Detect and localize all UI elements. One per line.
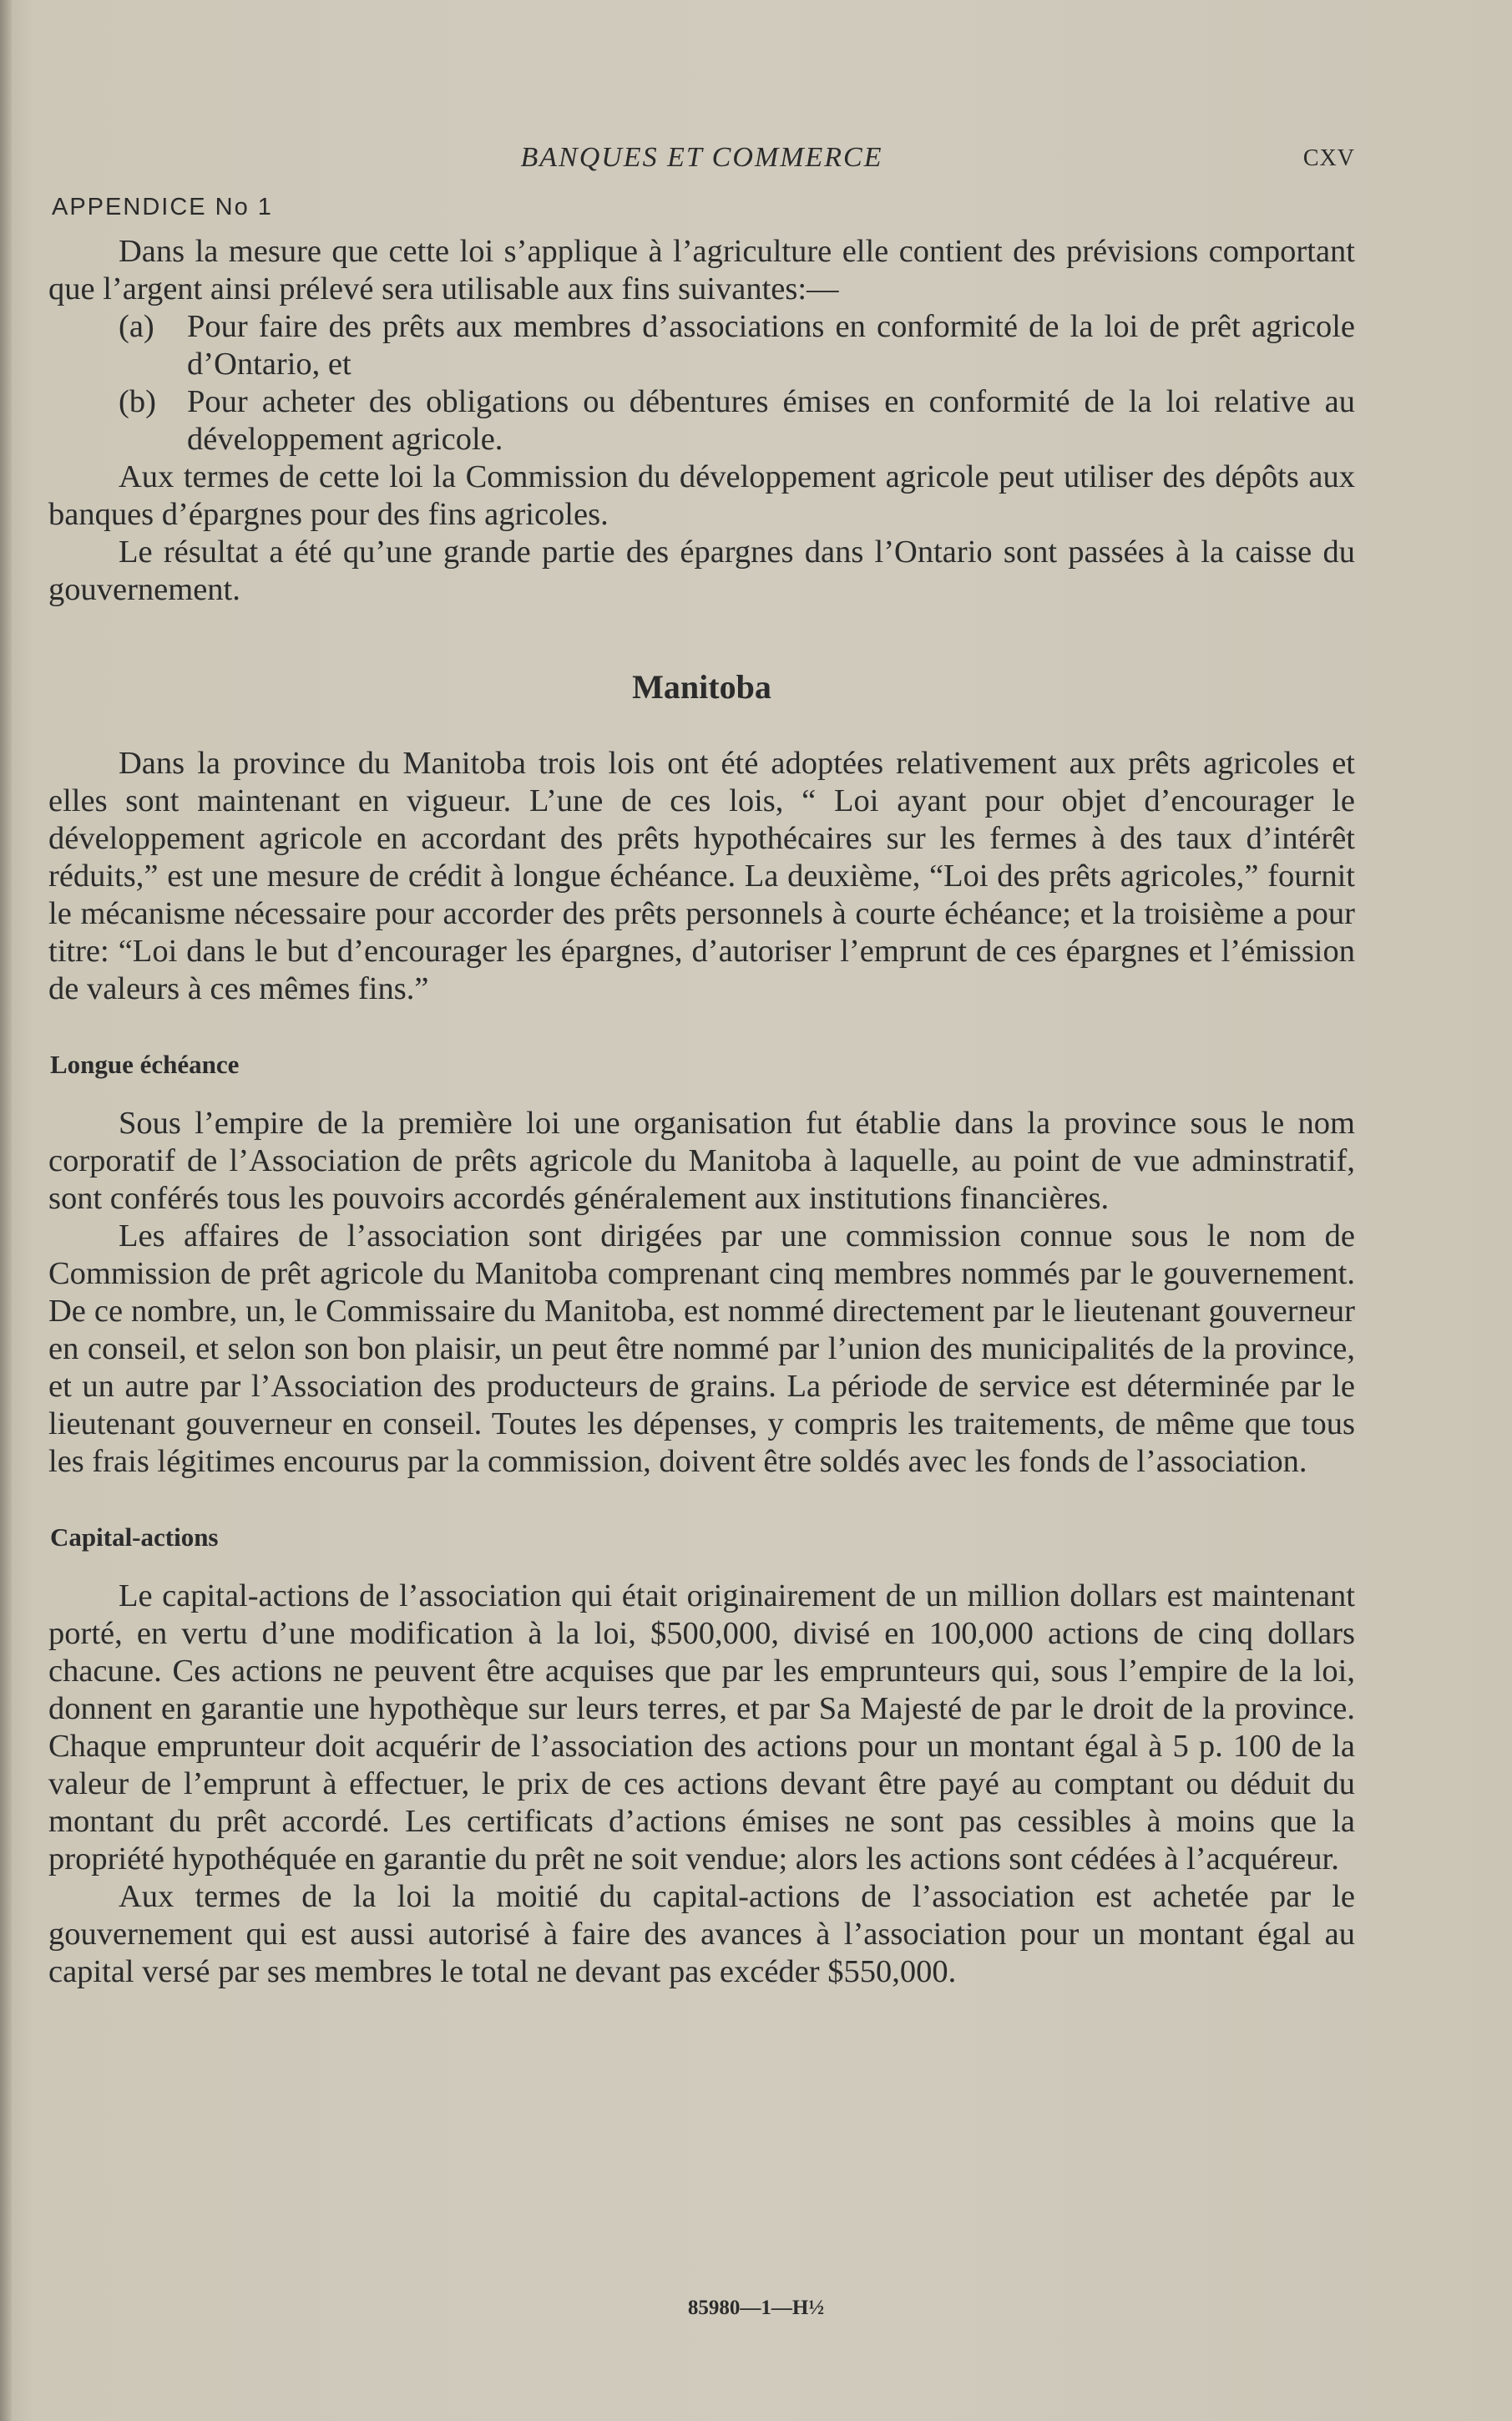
longue-paragraph-2: Les affaires de l’association sont dirigées par une commission connue sous le nom de Commission de prêt agricole du Manitoba comprenant cinq membres nommés par le gouvernement. De ce nombre, un, le Commissaire du Manitoba, est nommé directement par le lieutenant gouverneur en conseil, et selon son bon plaisir, un peut être nommé par l’union des municipalités de la province, et un autre par l’Association des producteurs de grains. La période de service est déterminée par le lieutenant gouverneur en conseil. Toutes les dépenses, y compris les traitements, de même que tous les frais légitimes encourus par la commission, doivent être soldés avec les fonds de l’association. <box>48 1218 1355 1479</box>
running-head <box>48 134 1355 184</box>
page-number: CXV <box>1302 145 1355 171</box>
list-item-label: (b) <box>119 384 156 419</box>
longue-paragraph-1: Sous l’empire de la première loi une organisation fut établie dans la province sous le nom corporatif de l’Association de prêts agricole du Manitoba à laquelle, au point de vue adminstratif, sont conférés tous les pouvoirs accordés généralement aux institutions financières. <box>48 1106 1355 1216</box>
list-item-label: (a) <box>119 309 154 344</box>
list-item-a <box>119 308 1355 383</box>
section-heading-manitoba: Manitoba <box>632 668 771 706</box>
page-edge-shadow <box>0 0 12 2421</box>
intro-paragraph-3: Le résultat a été qu’une grande partie des épargnes dans l’Ontario sont passées à la caisse du gouvernement. <box>48 534 1355 607</box>
subheading-capital-actions: Capital-actions <box>50 1522 219 1552</box>
intro-paragraph-1: Dans la mesure que cette loi s’applique à l’agriculture elle contient des prévisions comportant que l’argent ainsi prélevé sera utilisable aux fins suivantes:— <box>48 234 1355 306</box>
capital-paragraph-2: Aux termes de la loi la moitié du capital-actions de l’association est achetée par le gouvernement qui est aussi autorisé à faire des avances à l’association pour un montant égal au capital versé par ses membres le total ne devant pas excéder $550,000. <box>48 1879 1355 1989</box>
intro-paragraph-2: Aux termes de cette loi la Commission du développement agricole peut utiliser des dépôts aux banques d’épargnes pour des fins agricoles. <box>48 459 1355 532</box>
printer-signature: 85980—1—H½ <box>687 2297 825 2319</box>
appendix-label: APPENDICE No 1 <box>52 194 273 220</box>
list-item-text: Pour acheter des obligations ou débentures émises en conformité de la loi relative au développement agricole. <box>187 384 1355 457</box>
list-item-text: Pour faire des prêts aux membres d’associations en conformité de la loi de prêt agricole d’Ontario, et <box>187 309 1355 382</box>
page-content <box>48 134 1355 1991</box>
manitoba-paragraph: Dans la province du Manitoba trois lois ont été adoptées relativement aux prêts agricoles et elles sont maintenant en vigueur. L’une de ces lois, “ Loi ayant pour objet d’encourager le développement agricole en accordant des prêts hypothécaires sur les fermes à des taux d’intérêt réduits,” est une mesure de crédit à longue échéance. La deuxième, “Loi des prêts agricoles,” fournit le mécanisme nécessaire pour accorder des prêts personnels à courte échéance; et la troisième a pour titre: “Loi dans le but d’encourager les épargnes, d’autoriser l’emprunt de ces épargnes et l’émission de valeurs à ces mêmes fins.” <box>48 746 1355 1006</box>
capital-paragraph-1: Le capital-actions de l’association qui était originairement de un million dollars est maintenant porté, en vertu d’une modification à la loi, $500,000, divisé en 100,000 actions de cinq dollars chacune. Ces actions ne peuvent être acquises que par les emprunteurs qui, sous l’empire de la loi, donnent en garantie une hypothèque sur leurs terres, et par Sa Majesté de par le droit de la province. Chaque emprunteur doit acquérir de l’association des actions pour un montant égal à 5 p. 100 de la valeur de l’emprunt à effectuer, le prix de ces actions devant être payé au comptant ou déduit du montant du prêt accordé. Les certificats d’actions émises ne sont pas cessibles à moins que la propriété hypothéquée en garantie du prêt ne soit vendue; alors les actions sont cédées à l’acquéreur. <box>48 1578 1355 1877</box>
list-item-b <box>119 383 1355 458</box>
subheading-longue-echeance: Longue échéance <box>50 1050 240 1079</box>
running-title: BANQUES ET COMMERCE <box>520 142 883 173</box>
